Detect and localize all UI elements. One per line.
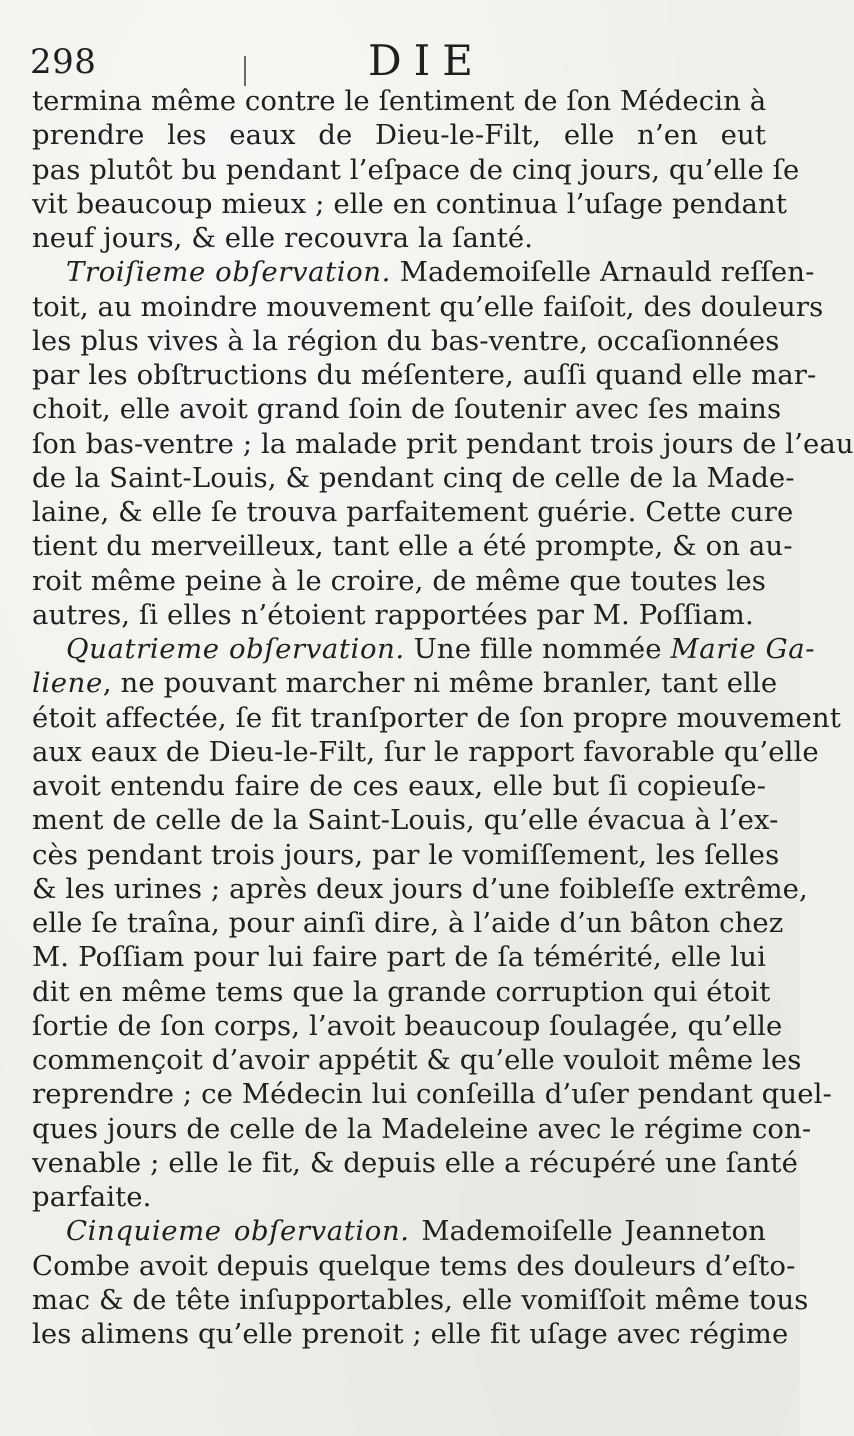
line-text: neuf jours, & elle recouvra la ſanté. (32, 222, 534, 254)
line-text: vit beaucoup mieux ; elle en continua l’uſage pendant (32, 187, 788, 220)
text-line (32, 495, 794, 529)
line-text: Combe avoit depuis quelque tems des douleurs d’eſto- (32, 1249, 796, 1282)
line-text: autres, ſi elles n’étoient rapportées par M. Poſſiam. (32, 598, 754, 631)
text-line (32, 838, 780, 872)
text-line (32, 906, 784, 940)
line-text: dit en même tems que la grande corruption qui étoit (32, 975, 771, 1008)
text-line (32, 735, 819, 769)
italic-heading: liene (32, 667, 103, 700)
text-line (32, 1009, 783, 1043)
line-text: reprendre ; ce Médecin lui conſeilla d’uſer pendant quel- (32, 1078, 832, 1111)
line-text: M. Poſſiam pour lui faire part de ſa témérité, elle lui (32, 941, 766, 974)
line-text: cès pendant trois jours, par le vomiſſement, les ſelles (32, 838, 780, 871)
line-text: de la Saint-Louis, & pendant cinq de celle de la Made- (32, 461, 795, 494)
line-text: étoit affectée, ſe fit tranſporter de ſon propre mouvement (32, 701, 841, 734)
text-line (32, 666, 778, 700)
text-line (32, 872, 808, 906)
text-line (32, 1249, 796, 1283)
line-text: elle ſe traîna, pour ainſi dire, à l’aide d’un bâton chez (32, 907, 784, 939)
line-text: Mademoiſelle Arnauld reſſen- (390, 256, 815, 289)
line-text: parfaite. (32, 1181, 152, 1213)
line-text: ſon bas-ventre ; la malade prit pendant trois jours de l’eau (32, 427, 854, 460)
text-line (32, 598, 766, 632)
line-text: pas plutôt bu pendant l’eſpace de cinq jours, qu’elle ſe (32, 153, 800, 186)
text-line (32, 427, 854, 461)
text-line (32, 221, 766, 255)
text-line (32, 1180, 766, 1214)
page-number: 298 (30, 42, 97, 82)
text-line (32, 529, 793, 563)
italic-name: Marie Ga- (670, 633, 816, 665)
text-line (32, 392, 782, 426)
running-head: DIE (368, 36, 485, 85)
text-line (32, 255, 815, 289)
text-line (32, 358, 817, 392)
text-line (32, 632, 816, 666)
italic-heading: Quatrieme obſervation. (66, 633, 405, 665)
line-text: ment de celle de la Saint-Louis, qu’elle évacua à l’ex- (32, 804, 779, 837)
text-line (32, 940, 766, 974)
text-line (32, 1317, 789, 1351)
text-line (32, 324, 780, 358)
line-text: prendre les eaux de Dieu-le-Filt, elle n’en eut (32, 119, 766, 152)
text-line (32, 564, 766, 598)
text-line (32, 1077, 832, 1111)
line-text: mac & de tête inſupportables, elle vomiſſoit même tous (32, 1283, 809, 1316)
line-text: & les urines ; après deux jours d’une foibleſſe extrême, (32, 872, 808, 905)
text-line (32, 187, 788, 221)
text-line (32, 84, 766, 118)
line-text: avoit entendu faire de ces eaux, elle but ſi copieuſe- (32, 770, 766, 802)
text-line (32, 1112, 812, 1146)
text-line (32, 153, 800, 187)
line-text: ques jours de celle de la Madeleine avec le régime con- (32, 1112, 812, 1145)
text-line (32, 975, 771, 1009)
text-line (32, 1283, 809, 1317)
header-divider (244, 56, 246, 86)
text-line (32, 1043, 802, 1077)
line-text: termina même contre le ſentiment de ſon Médecin à (32, 85, 767, 117)
text-line (32, 461, 795, 495)
body-text (32, 84, 854, 1351)
line-text: , ne pouvant marcher ni même branler, tant elle (102, 667, 778, 700)
line-text: toit, au moindre mouvement qu’elle faiſoit, des douleurs (32, 290, 824, 323)
text-line (32, 1214, 766, 1248)
line-text: Mademoiſelle Jeanneton (409, 1215, 766, 1248)
text-line (32, 803, 779, 837)
text-line (32, 701, 841, 735)
line-text: les alimens qu’elle prenoit ; elle fit uſage avec régime (32, 1318, 789, 1350)
text-line (32, 118, 766, 152)
line-text: laine, & elle ſe trouva parfaitement guérie. Cette cure (32, 496, 794, 528)
italic-heading: Troiſieme obſervation. (66, 256, 391, 289)
line-text: roit même peine à le croire, de même que toutes les (32, 564, 766, 597)
text-line (32, 290, 824, 324)
line-text: Une fille nommée (404, 633, 671, 665)
text-line (32, 769, 766, 803)
line-text: tient du merveilleux, tant elle a été prompte, & on au- (32, 530, 793, 563)
line-text: ſortie de ſon corps, l’avoit beaucoup ſoulagée, qu’elle (32, 1009, 783, 1042)
line-text: par les obſtructions du méſentere, auſſi quand elle mar- (32, 359, 817, 391)
line-text: commençoit d’avoir appétit & qu’elle vouloit même les (32, 1044, 802, 1076)
line-text: venable ; elle le fit, & depuis elle a récupéré une ſanté (32, 1146, 798, 1179)
line-text: choit, elle avoit grand ſoin de ſoutenir avec ſes mains (32, 393, 782, 426)
text-line (32, 1146, 798, 1180)
italic-heading: Cinquieme obſervation. (66, 1215, 410, 1248)
line-text: aux eaux de Dieu-le-Filt, ſur le rapport favorable qu’elle (32, 735, 819, 768)
line-text: les plus vives à la région du bas-ventre, occaſionnées (32, 324, 780, 357)
